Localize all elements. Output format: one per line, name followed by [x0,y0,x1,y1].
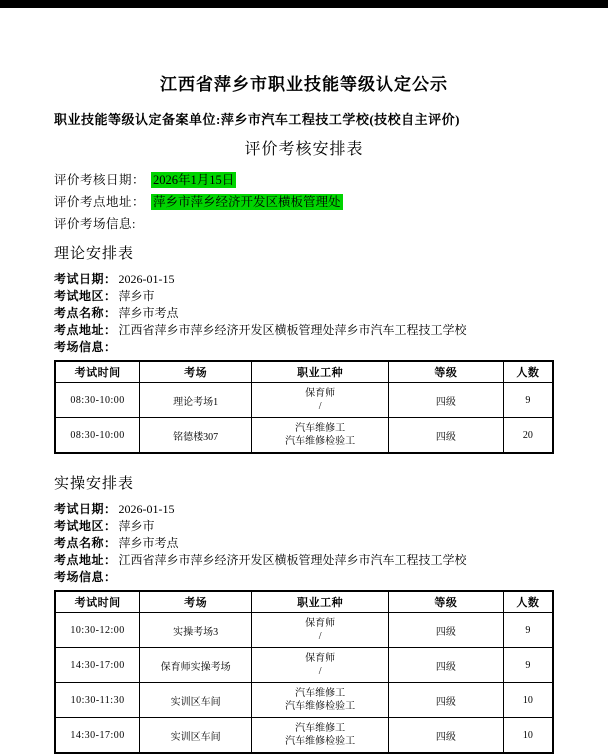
practical-section [54,472,554,754]
window-top-bar [0,0,608,8]
info-label: 考试地区： [54,519,117,533]
practical-info-block [54,501,554,586]
theory-heading: 理论安排表 [54,246,135,262]
theory-table-header-row [55,361,553,383]
field-value: 2026年1月15日 [153,173,235,187]
info-label: 考场信息： [54,340,117,354]
evaluation-field-line [54,217,554,232]
table-row [55,613,553,648]
info-value: 2026-01-15 [118,272,175,286]
evaluation-field-line [54,173,554,188]
count-cell: 9 [503,648,553,683]
info-value: 萍乡市 [118,519,155,533]
info-value: 2026-01-15 [118,502,175,516]
exam-time-cell: 08:30-10:00 [55,418,140,454]
practical-schedule-table [54,590,554,754]
job-line: 汽车维修检验工 [285,736,356,747]
info-line [54,305,554,322]
column-header: 人数 [503,361,553,383]
table-row [55,683,553,718]
evaluation-field-line [54,195,554,210]
count-cell: 10 [503,683,553,718]
exam-room-cell: 理论考场1 [140,383,252,418]
theory-section [54,242,554,454]
job-line: 汽车维修检验工 [285,701,356,712]
info-label: 考点地址： [54,553,117,567]
info-line [54,288,554,305]
job-line: 汽车维修工 [295,723,346,734]
record-unit-line: 职业技能等级认定备案单位:萍乡市汽车工程技工学校(技校自主评价) [54,112,460,127]
table-row [55,718,553,754]
column-header: 等级 [389,591,504,613]
field-label: 评价考核日期： [54,173,146,187]
job-line: / [318,666,322,677]
column-header: 考试时间 [55,361,140,383]
info-label: 考试日期： [54,272,117,286]
info-label: 考点名称： [54,536,117,550]
info-label: 考试地区： [54,289,117,303]
count-cell: 10 [503,718,553,754]
info-value: 江西省萍乡市萍乡经济开发区横板管理处萍乡市汽车工程技工学校 [118,323,467,337]
column-header: 等级 [389,361,504,383]
column-header: 考场 [140,361,252,383]
job-line: 汽车维修检验工 [285,436,356,447]
info-value: 萍乡市 [118,289,155,303]
level-cell: 四级 [389,613,504,648]
exam-room-cell: 保育师实操考场 [140,648,252,683]
count-cell: 9 [503,383,553,418]
page-title: 江西省萍乡市职业技能等级认定公示 [160,75,448,94]
exam-room-cell: 实操考场3 [140,613,252,648]
level-cell: 四级 [389,683,504,718]
schedule-table-title: 评价考核安排表 [244,141,364,158]
column-header: 考试时间 [55,591,140,613]
info-value: 江西省萍乡市萍乡经济开发区横板管理处萍乡市汽车工程技工学校 [118,553,467,567]
exam-room-cell: 实训区车间 [140,683,252,718]
info-label: 考场信息： [54,570,117,584]
info-line [54,501,554,518]
exam-room-cell: 实训区车间 [140,718,252,754]
practical-heading: 实操安排表 [54,476,135,492]
table-row [55,648,553,683]
theory-info-block [54,271,554,356]
table-row [55,418,553,454]
job-line: 保育师 [305,618,336,629]
info-line [54,518,554,535]
info-value: 萍乡市考点 [118,306,179,320]
field-value: 萍乡市萍乡经济开发区横板管理处 [153,195,341,209]
job-type-cell [252,418,389,454]
level-cell: 四级 [389,383,504,418]
theory-schedule-table [54,360,554,454]
job-line: / [318,401,322,412]
exam-time-cell: 10:30-11:30 [55,683,140,718]
job-line: 保育师 [305,653,336,664]
table-row [55,383,553,418]
job-line: 汽车维修工 [295,688,346,699]
count-cell: 20 [503,418,553,454]
info-line [54,271,554,288]
info-label: 考试日期： [54,502,117,516]
info-label: 考点地址： [54,323,117,337]
field-label: 评价考场信息: [54,217,136,231]
job-type-cell [252,683,389,718]
job-type-cell [252,613,389,648]
exam-time-cell: 14:30-17:00 [55,718,140,754]
job-type-cell [252,718,389,754]
exam-time-cell: 10:30-12:00 [55,613,140,648]
level-cell: 四级 [389,648,504,683]
job-type-cell [252,383,389,418]
evaluation-fields [54,173,554,232]
job-line: / [318,631,322,642]
exam-time-cell: 14:30-17:00 [55,648,140,683]
column-header: 考场 [140,591,252,613]
info-line [54,569,554,586]
level-cell: 四级 [389,718,504,754]
job-type-cell [252,648,389,683]
job-line: 汽车维修工 [295,423,346,434]
info-line [54,535,554,552]
document-page [0,70,608,754]
info-line [54,552,554,569]
exam-room-cell: 铭德楼307 [140,418,252,454]
field-label: 评价考点地址： [54,195,146,209]
info-label: 考点名称： [54,306,117,320]
info-line [54,322,554,339]
column-header: 职业工种 [252,361,389,383]
count-cell: 9 [503,613,553,648]
practical-table-header-row [55,591,553,613]
job-line: 保育师 [305,388,336,399]
info-value: 萍乡市考点 [118,536,179,550]
level-cell: 四级 [389,418,504,454]
column-header: 人数 [503,591,553,613]
exam-time-cell: 08:30-10:00 [55,383,140,418]
column-header: 职业工种 [252,591,389,613]
info-line [54,339,554,356]
